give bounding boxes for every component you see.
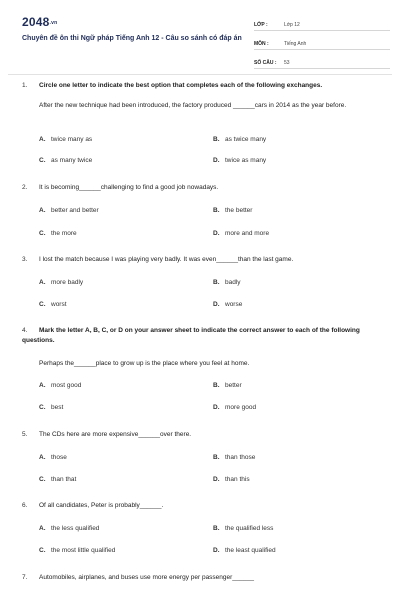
- question-5: [22, 430, 382, 440]
- option-b[interactable]: [213, 381, 242, 391]
- option-c[interactable]: [39, 156, 92, 166]
- meta-label: SỐ CÂU :: [254, 60, 277, 66]
- option-text: most good: [51, 382, 82, 389]
- option-a[interactable]: [39, 524, 99, 534]
- option-a[interactable]: [39, 278, 83, 288]
- option-text: better: [225, 382, 242, 389]
- question-3: [22, 255, 382, 265]
- question-2: [22, 183, 382, 193]
- option-c[interactable]: [39, 403, 63, 413]
- option-b[interactable]: [213, 135, 266, 145]
- option-c[interactable]: [39, 475, 76, 485]
- option-a[interactable]: [39, 453, 67, 463]
- option-d[interactable]: [213, 156, 266, 166]
- question-text: It is becoming______challenging to find a good job nowadays.: [39, 184, 219, 191]
- option-a[interactable]: [39, 381, 81, 391]
- question-6: [22, 501, 382, 511]
- question-number: 6.: [22, 502, 28, 509]
- option-d[interactable]: [213, 546, 276, 556]
- question-number: 2.: [22, 184, 28, 191]
- option-d[interactable]: [213, 229, 269, 239]
- question-4-stem: Perhaps the______place to grow up is the place where you feel at home.: [39, 360, 250, 367]
- option-text: the least qualified: [225, 547, 276, 554]
- option-text: more good: [225, 404, 257, 411]
- option-letter: A.: [39, 525, 46, 532]
- option-text: as many twice: [51, 157, 93, 164]
- option-a[interactable]: [39, 206, 99, 216]
- option-letter: B.: [213, 454, 220, 461]
- question-text: Automobiles, airplanes, and buses use more energy per passenger______: [39, 574, 254, 581]
- question-7: [22, 573, 382, 583]
- option-b[interactable]: [213, 206, 252, 216]
- meta-label: LỚP :: [254, 22, 268, 28]
- option-letter: B.: [213, 136, 220, 143]
- option-letter: C.: [39, 157, 46, 164]
- option-letter: C.: [39, 547, 46, 554]
- option-letter: A.: [39, 382, 46, 389]
- option-d[interactable]: [213, 300, 242, 310]
- site-logo[interactable]: [22, 15, 57, 29]
- option-text: the more: [51, 230, 77, 237]
- option-a[interactable]: [39, 135, 92, 145]
- option-text: worse: [225, 301, 243, 308]
- option-text: the most little qualified: [51, 547, 116, 554]
- meta-value: Tiếng Anh: [284, 41, 307, 47]
- meta-label: MÔN :: [254, 41, 269, 47]
- option-text: better and better: [51, 207, 99, 214]
- document-page: [8, 0, 392, 600]
- option-letter: B.: [213, 525, 220, 532]
- meta-value: 53: [284, 60, 290, 66]
- question-number: 1.: [22, 82, 28, 89]
- question-text: Circle one letter to indicate the best option that completes each of the following exchanges.: [39, 82, 323, 89]
- option-text: twice many as: [51, 136, 93, 143]
- option-text: those: [51, 454, 67, 461]
- option-text: worst: [51, 301, 67, 308]
- meta-row-subject: [254, 33, 390, 50]
- logo-text: 2048: [22, 15, 50, 29]
- option-letter: C.: [39, 404, 46, 411]
- option-letter: A.: [39, 207, 46, 214]
- question-text: Mark the letter A, B, C, or D on your answer sheet to indicate the correct answer to each of the following questions.: [22, 327, 360, 344]
- option-c[interactable]: [39, 300, 67, 310]
- document-title: Chuyên đề ôn thi Ngữ pháp Tiếng Anh 12 - Câu so sánh có đáp án: [22, 35, 242, 42]
- option-text: badly: [225, 279, 241, 286]
- option-d[interactable]: [213, 403, 256, 413]
- question-number: 4.: [22, 327, 28, 334]
- meta-value: Lớp 12: [284, 22, 300, 28]
- question-number: 5.: [22, 431, 28, 438]
- option-letter: A.: [39, 136, 46, 143]
- option-text: more and more: [225, 230, 270, 237]
- option-letter: B.: [213, 382, 220, 389]
- option-text: the less qualified: [51, 525, 100, 532]
- option-b[interactable]: [213, 278, 241, 288]
- question-text: I lost the match because I was playing very badly. It was even______than the last game.: [39, 256, 294, 263]
- option-b[interactable]: [213, 453, 255, 463]
- option-letter: A.: [39, 279, 46, 286]
- option-text: best: [51, 404, 64, 411]
- option-letter: C.: [39, 476, 46, 483]
- option-c[interactable]: [39, 546, 115, 556]
- option-d[interactable]: [213, 475, 250, 485]
- option-text: than those: [225, 454, 256, 461]
- header-divider: [8, 74, 392, 75]
- option-letter: D.: [213, 476, 220, 483]
- option-letter: B.: [213, 279, 220, 286]
- option-letter: D.: [213, 547, 220, 554]
- question-text: Of all candidates, Peter is probably______.: [39, 502, 164, 509]
- question-1-stem: After the new technique had been introduced, the factory produced ______cars in 2014 as the year before.: [39, 102, 347, 109]
- option-text: than this: [225, 476, 250, 483]
- option-b[interactable]: [213, 524, 273, 534]
- question-number: 3.: [22, 256, 28, 263]
- option-text: than that: [51, 476, 77, 483]
- option-text: as twice many: [225, 136, 267, 143]
- option-letter: C.: [39, 301, 46, 308]
- option-letter: D.: [213, 230, 220, 237]
- option-text: more badly: [51, 279, 84, 286]
- option-letter: D.: [213, 301, 220, 308]
- option-text: the qualified less: [225, 525, 274, 532]
- meta-row-class: [254, 14, 390, 31]
- meta-row-count: [254, 52, 390, 69]
- question-number: 7.: [22, 574, 28, 581]
- option-letter: B.: [213, 207, 220, 214]
- option-letter: D.: [213, 157, 220, 164]
- question-text: The CDs here are more expensive______over there.: [39, 431, 192, 438]
- option-letter: A.: [39, 454, 46, 461]
- option-c[interactable]: [39, 229, 77, 239]
- option-text: twice as many: [225, 157, 267, 164]
- logo-suffix: .vn: [49, 19, 58, 26]
- question-1: [22, 81, 382, 91]
- option-text: the better: [225, 207, 253, 214]
- document-meta: [254, 14, 390, 71]
- question-4: [22, 326, 382, 346]
- option-letter: D.: [213, 404, 220, 411]
- option-letter: C.: [39, 230, 46, 237]
